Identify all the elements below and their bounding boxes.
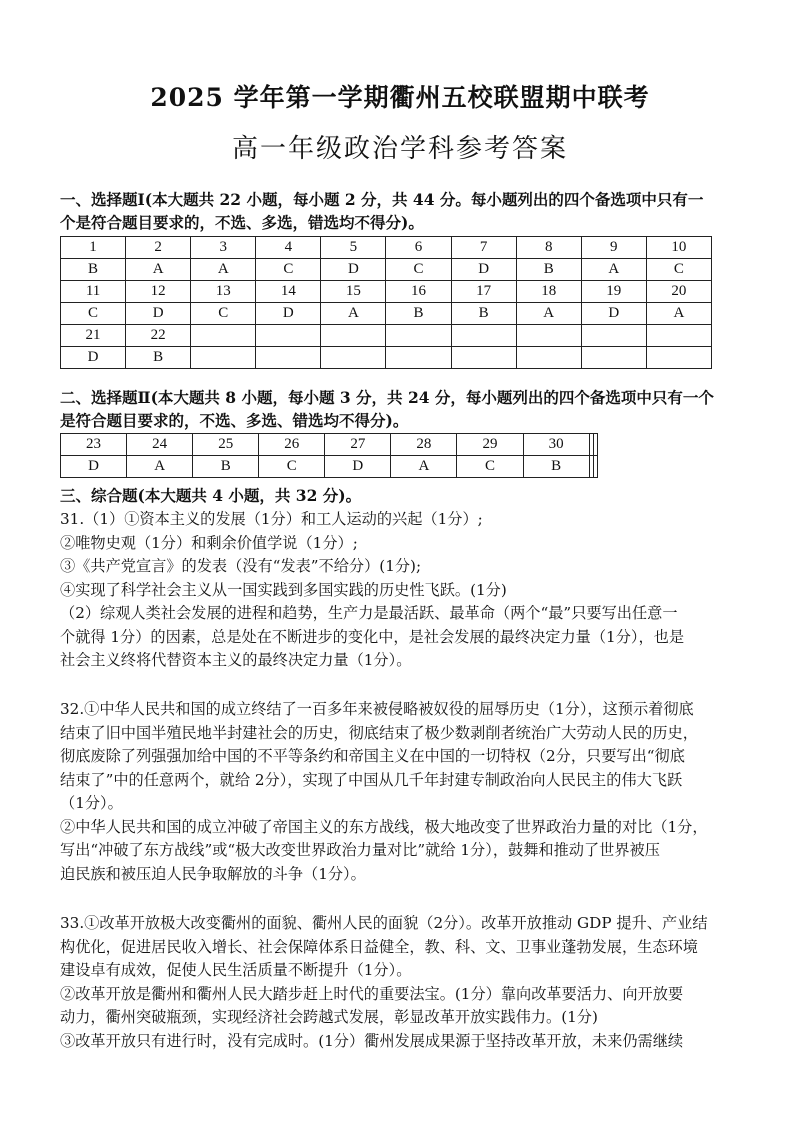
- answer-line: ②唯物史观（1分）和剩余价值学说（1分）;: [60, 533, 358, 552]
- answer-line: （2）综观人类社会发展的进程和趋势，生产力是最活跃、最革命（两个“最”只要写出任意一: [60, 604, 678, 622]
- question-number-cell: 13: [191, 281, 256, 303]
- question-number-cell: 12: [126, 281, 191, 303]
- answer-cell: C: [191, 303, 256, 325]
- answer-cell: D: [61, 347, 126, 369]
- table-row: [61, 325, 712, 347]
- question-number-cell: [646, 325, 711, 347]
- answer-cell: D: [256, 303, 321, 325]
- answer-cell: A: [126, 259, 191, 281]
- section1-heading: [60, 188, 750, 234]
- answer-line: （1分）。: [60, 794, 123, 812]
- question-number-cell: 17: [451, 281, 516, 303]
- question-number-cell: [516, 325, 581, 347]
- answer-cell: B: [193, 456, 259, 478]
- table-row: [61, 347, 712, 369]
- question-number-cell: 16: [386, 281, 451, 303]
- answer-cell: D: [61, 456, 127, 478]
- answer-line: ④实现了科学社会主义从一国实践到多国实践的历史性飞跃。(1分): [60, 580, 507, 599]
- section2-heading: [60, 386, 750, 432]
- answer-cell: A: [516, 303, 581, 325]
- answer-cell: A: [127, 456, 193, 478]
- question-number-cell: 19: [581, 281, 646, 303]
- answer-cell: B: [386, 303, 451, 325]
- answer-line: 建设卓有成效，促使人民生活质量不断提升（1分）。: [60, 961, 412, 979]
- choice-answer-table-2: [60, 433, 598, 478]
- question-number-cell: 24: [127, 434, 193, 456]
- answer-cell: A: [321, 303, 386, 325]
- document-title: 2025 学年第一学期衢州五校联盟期中联考: [150, 83, 650, 112]
- answer-cell: B: [523, 456, 589, 478]
- table-row: [61, 456, 598, 478]
- section1-heading-line1: 一、选择题Ⅰ(本大题共 22 小题，每小题 2 分，共 44 分。每小题列出的四个备选项中只有一: [60, 190, 704, 209]
- question-number-cell: 1: [61, 237, 126, 259]
- question-number-cell: 8: [516, 237, 581, 259]
- answer-cell: B: [451, 303, 516, 325]
- question-number-cell: 3: [191, 237, 256, 259]
- answer-cell: D: [451, 259, 516, 281]
- answer-line: 结束了旧中国半殖民地半封建社会的历史，彻底结束了极少数剥削者统治广大劳动人民的历史，: [60, 723, 698, 742]
- question-number-cell: [321, 325, 386, 347]
- answer-cell: C: [646, 259, 711, 281]
- table-row: [61, 303, 712, 325]
- question-number-cell: [593, 434, 597, 456]
- answer-line: 31.（1）①资本主义的发展（1分）和工人运动的兴起（1分）;: [60, 510, 483, 528]
- answer-cell: [646, 347, 711, 369]
- table-row: [61, 259, 712, 281]
- question-number-cell: 15: [321, 281, 386, 303]
- answer-cell: B: [516, 259, 581, 281]
- question-number-cell: 6: [386, 237, 451, 259]
- question-number-cell: 7: [451, 237, 516, 259]
- answer-line: 结束了”中的任意两个，就给 2分），实现了中国从几千年封建专制政治向人民民主的伟大飞跃: [60, 770, 683, 789]
- section1-heading-line2: 个是符合题目要求的，不选、多选，错选均不得分)。: [60, 213, 424, 232]
- question-number-cell: 4: [256, 237, 321, 259]
- question-number-cell: [191, 325, 256, 347]
- answer-cell: D: [126, 303, 191, 325]
- question-number-cell: 25: [193, 434, 259, 456]
- answer-cell: C: [386, 259, 451, 281]
- choice-answer-table-1: [60, 236, 712, 369]
- table-row: [61, 237, 712, 259]
- question-number-cell: 27: [325, 434, 391, 456]
- section3-heading: 三、综合题(本大题共 4 小题，共 32 分)。: [60, 486, 362, 505]
- question-number-cell: 22: [126, 325, 191, 347]
- answer-cell: [386, 347, 451, 369]
- answer-line: ③改革开放只有进行时，没有完成时。(1分）衢州发展成果源于坚持改革开放，未来仍需继续: [60, 1031, 684, 1050]
- answer-cell: D: [321, 259, 386, 281]
- question-number-cell: 29: [457, 434, 523, 456]
- answer-cell: B: [61, 259, 126, 281]
- question-number-cell: [581, 325, 646, 347]
- question-number-cell: 18: [516, 281, 581, 303]
- section2-heading-line2: 是符合题目要求的，不选、多选、错选均不得分)。: [60, 411, 409, 430]
- answer-line: 个就得 1分）的因素，总是处在不断进步的变化中，是社会发展的最终决定力量（1分），也是: [60, 627, 685, 646]
- question-number-cell: 11: [61, 281, 126, 303]
- answer-cell: A: [391, 456, 457, 478]
- answer-line: ②改革开放是衢州和衢州人民大踏步赶上时代的重要法宝。(1分）靠向改革要活力、向开放要: [60, 984, 684, 1003]
- answer-q31: [60, 508, 740, 673]
- question-number-cell: [256, 325, 321, 347]
- answer-cell: A: [646, 303, 711, 325]
- answer-line: 社会主义终将代替资本主义的最终决定力量（1分）。: [60, 651, 412, 669]
- answer-cell: C: [61, 303, 126, 325]
- answer-line: 彻底废除了列强强加给中国的不平等条约和帝国主义在中国的一切特权（2分，只要写出“彻底: [60, 747, 685, 765]
- answer-cell: [593, 456, 597, 478]
- answer-line: 构优化，促进居民收入增长、社会保障体系日益健全，教、科、文、卫事业蓬勃发展，生态环境: [60, 937, 698, 956]
- answer-cell: D: [325, 456, 391, 478]
- question-number-cell: 20: [646, 281, 711, 303]
- question-number-cell: 26: [259, 434, 325, 456]
- question-number-cell: 14: [256, 281, 321, 303]
- question-number-cell: 10: [646, 237, 711, 259]
- section2-heading-line1: 二、选择题Ⅱ(本大题共 8 小题，每小题 3 分，共 24 分，每小题列出的四个备选项中只有一个: [60, 388, 714, 407]
- answer-line: 写出“冲破了东方战线”或“极大改变世界政治力量对比”就给 1分），鼓舞和推动了世界被压: [60, 841, 660, 859]
- answer-cell: [581, 347, 646, 369]
- answer-cell: D: [581, 303, 646, 325]
- answer-line: ③《共产党宣言》的发表（没有“发表”不给分）(1分);: [60, 557, 422, 575]
- answer-cell: [516, 347, 581, 369]
- answer-cell: B: [126, 347, 191, 369]
- question-number-cell: 5: [321, 237, 386, 259]
- question-number-cell: [386, 325, 451, 347]
- question-number-cell: 23: [61, 434, 127, 456]
- answer-cell: C: [256, 259, 321, 281]
- answer-cell: [256, 347, 321, 369]
- question-number-cell: 2: [126, 237, 191, 259]
- answer-line: 动力，衢州突破瓶颈，实现经济社会跨越式发展，彰显改革开放实践伟力。(1分): [60, 1008, 598, 1026]
- answer-cell: C: [259, 456, 325, 478]
- question-number-cell: 30: [523, 434, 589, 456]
- answer-line: 32.①中华人民共和国的成立终结了一百多年来被侵略被奴役的屈辱历史（1分），这预示着彻底: [60, 700, 694, 718]
- table-row: [61, 281, 712, 303]
- answer-cell: [451, 347, 516, 369]
- question-number-cell: 28: [391, 434, 457, 456]
- answer-line: ②中华人民共和国的成立冲破了帝国主义的东方战线，极大地改变了世界政治力量的对比（1分，: [60, 817, 708, 836]
- question-number-cell: 9: [581, 237, 646, 259]
- answer-cell: A: [191, 259, 256, 281]
- answer-cell: C: [457, 456, 523, 478]
- answer-q32: [60, 698, 740, 886]
- answer-cell: [321, 347, 386, 369]
- answer-line: 33.①改革开放极大改变衢州的面貌、衢州人民的面貌（2分）。改革开放推动 GDP 提升、产业结: [60, 914, 708, 932]
- document-subtitle: 高一年级政治学科参考答案: [231, 134, 568, 164]
- question-number-cell: 21: [61, 325, 126, 347]
- question-number-cell: [451, 325, 516, 347]
- table-row: [61, 434, 598, 456]
- answer-cell: [191, 347, 256, 369]
- answer-q33: [60, 912, 740, 1053]
- answer-line: 迫民族和被压迫人民争取解放的斗争（1分）。: [60, 864, 366, 883]
- answer-cell: A: [581, 259, 646, 281]
